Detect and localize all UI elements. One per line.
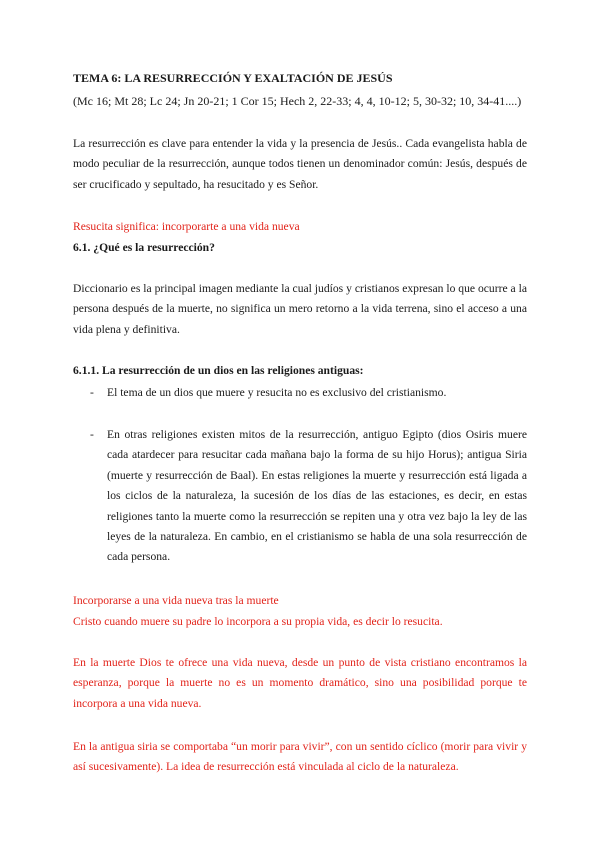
- bible-references: (Mc 16; Mt 28; Lc 24; Jn 20-21; 1 Cor 15; Hech 2, 22-33; 4, 4, 10-12; 5, 30-32; 10, 34-41....): [73, 94, 522, 108]
- red-note-paragraph-2: En la antigua siria se comportaba “un morir para vivir”, con un sentido cíclico (morir para vivir y así sucesivamente). La idea de resurrección está vinculada al ciclo de la naturaleza.: [73, 740, 527, 774]
- red-note-line-1: Incorporarse a una vida nueva tras la muerte: [73, 594, 279, 607]
- red-note-resucita: Resucita significa: incorporarte a una vida nueva: [73, 220, 300, 233]
- list-bullet: -: [90, 428, 94, 441]
- page-title: TEMA 6: LA RESURRECCIÓN Y EXALTACIÓN DE JESÚS: [73, 71, 393, 85]
- list-item: [90, 383, 527, 403]
- section-heading-6-1: 6.1. ¿Qué es la resurrección?: [73, 241, 215, 254]
- red-note-line-2: Cristo cuando muere su padre lo incorpora a su propia vida, es decir lo resucita.: [73, 615, 443, 628]
- section-6-1-paragraph: Diccionario es la principal imagen mediante la cual judíos y cristianos expresan lo que ocurre a la persona después de la muerte, no significa un mero retorno a la vida terrena, sino el acceso a una vida plena y definitiva.: [73, 282, 527, 336]
- list-bullet: -: [90, 386, 94, 399]
- list-item-text: En otras religiones existen mitos de la resurrección, antiguo Egipto (dios Osiris muere cada atardecer para resucitar cada mañana bajo la forma de su hijo Horus); antigua Siria (muerte y resurrección de Baal). En estas religiones la muerte y resurrección está ligada a los ciclos de la naturaleza, la sucesión de los días de las estaciones, es decir, en estas religiones tanto la muerte como la resurrección se repiten una y otra vez bajo la ley de las leyes de la naturaleza. En cambio, en el cristianismo se habla de una sola resurrección de cada persona.: [107, 428, 527, 564]
- list-item-text: El tema de un dios que muere y resucita no es exclusivo del cristianismo.: [107, 386, 447, 399]
- subsection-heading-6-1-1: 6.1.1. La resurrección de un dios en las religiones antiguas:: [73, 364, 364, 377]
- red-note-paragraph-1: En la muerte Dios te ofrece una vida nueva, desde un punto de vista cristiano encontramos la esperanza, porque la muerte no es un momento dramático, sino una posibilidad porque te incorpora a una vida nueva.: [73, 656, 527, 710]
- list-item: [90, 425, 527, 568]
- intro-paragraph: La resurrección es clave para entender la vida y la presencia de Jesús.. Cada evangelista habla de modo peculiar de la resurrección, aunque todos tienen un denominador común: Jesús, después de ser crucificado y sepultado, ha resucitado y es Señor.: [73, 137, 527, 191]
